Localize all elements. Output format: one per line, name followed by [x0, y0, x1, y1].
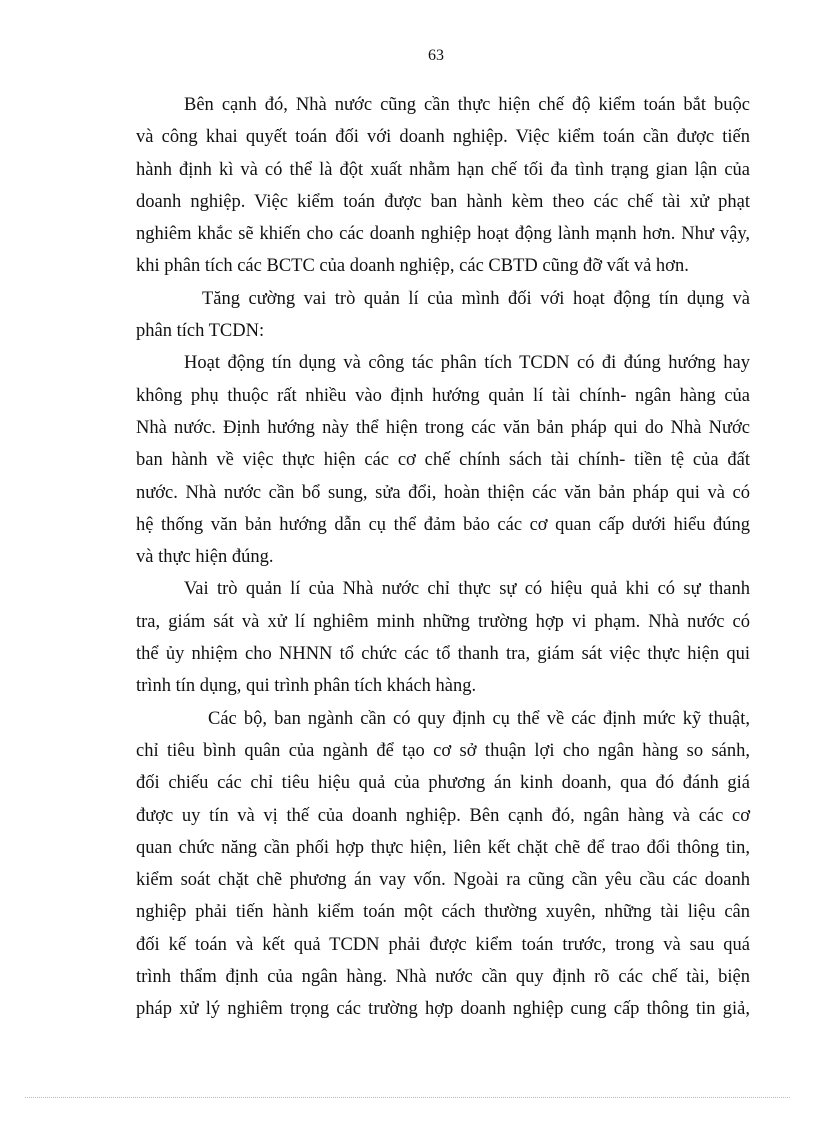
paragraph: [136, 283, 750, 348]
document-body: [136, 89, 750, 1026]
text-line: nghiêm khắc sẽ khiến cho các doanh nghiệp hoạt động lành mạnh hơn. Như vậy,: [136, 224, 750, 245]
text-line: được uy tín và vị thế của doanh nghiệp. Bên cạnh đó, ngân hàng và các cơ: [136, 805, 750, 826]
text-line: phân tích TCDN:: [136, 321, 265, 342]
text-line: doanh nghiệp. Việc kiểm toán được ban hành kèm theo các chế tài xử phạt: [136, 191, 750, 212]
text-line: Nhà nước. Định hướng này thể hiện trong các văn bản pháp qui do Nhà Nước: [136, 417, 750, 438]
text-line: chỉ tiêu bình quân của ngành để tạo cơ sở thuận lợi cho ngân hàng so sánh,: [136, 740, 750, 761]
text-line: trình thẩm định của ngân hàng. Nhà nước cần quy định rõ các chế tài, biện: [136, 967, 750, 988]
paragraph: [136, 703, 750, 1026]
text-line: đối chiếu các chỉ tiêu hiệu quả của phương án kinh doanh, qua đó đánh giá: [136, 773, 750, 794]
text-line: Hoạt động tín dụng và công tác phân tích TCDN có đi đúng hướng hay: [184, 353, 750, 374]
text-line: kiểm soát chặt chẽ phương án vay vốn. Ngoài ra cũng cần yêu cầu các doanh: [136, 870, 750, 891]
page-number: 63: [428, 47, 444, 64]
paragraph: [136, 573, 750, 702]
page-footer-divider: [25, 1097, 790, 1098]
text-line: trình tín dụng, qui trình phân tích khách hàng.: [136, 676, 477, 697]
text-line: nước. Nhà nước cần bổ sung, sửa đổi, hoàn thiện các văn bản pháp qui và có: [136, 482, 750, 503]
text-line: hệ thống văn bản hướng dẫn cụ thể đảm bảo các cơ quan cấp dưới hiểu đúng: [136, 514, 750, 535]
text-line: pháp xử lý nghiêm trọng các trường hợp doanh nghiệp cung cấp thông tin giả,: [136, 999, 750, 1020]
text-line: đối kế toán và kết quả TCDN phải được kiểm toán trước, trong và sau quá: [136, 934, 750, 955]
text-line: và thực hiện đúng.: [136, 547, 274, 568]
text-line: ban hành về việc thực hiện các cơ chế chính sách tài chính- tiền tệ của đất: [136, 450, 750, 471]
text-line: nghiệp phải tiến hành kiểm toán một cách thường xuyên, những tài liệu cân: [136, 902, 750, 923]
text-line: Tăng cường vai trò quản lí của mình đối với hoạt động tín dụng và: [202, 288, 750, 309]
text-line: tra, giám sát và xử lí nghiêm minh những trường hợp vi phạm. Nhà nước có: [136, 611, 750, 632]
paragraph: [136, 89, 750, 283]
text-line: hành định kì và có thể là đột xuất nhằm hạn chế tối đa tình trạng gian lận của: [136, 159, 750, 180]
paragraph: [136, 347, 750, 573]
text-line: Các bộ, ban ngành cần có quy định cụ thể về các định mức kỹ thuật,: [208, 708, 750, 729]
text-line: thể ủy nhiệm cho NHNN tổ chức các tổ thanh tra, giám sát việc thực hiện qui: [136, 644, 750, 665]
text-line: khi phân tích các BCTC của doanh nghiệp, các CBTD cũng đỡ vất vả hơn.: [136, 256, 689, 277]
text-line: không phụ thuộc rất nhiều vào định hướng quản lí tài chính- ngân hàng của: [136, 385, 750, 406]
text-line: Bên cạnh đó, Nhà nước cũng cần thực hiện chế độ kiểm toán bắt buộc: [184, 95, 750, 115]
text-line: và công khai quyết toán đối với doanh nghiệp. Việc kiểm toán cần được tiến: [136, 127, 750, 148]
text-line: quan chức năng cần phối hợp thực hiện, liên kết chặt chẽ để trao đổi thông tin,: [136, 837, 750, 858]
text-line: Vai trò quản lí của Nhà nước chỉ thực sự có hiệu quả khi có sự thanh: [184, 579, 750, 600]
